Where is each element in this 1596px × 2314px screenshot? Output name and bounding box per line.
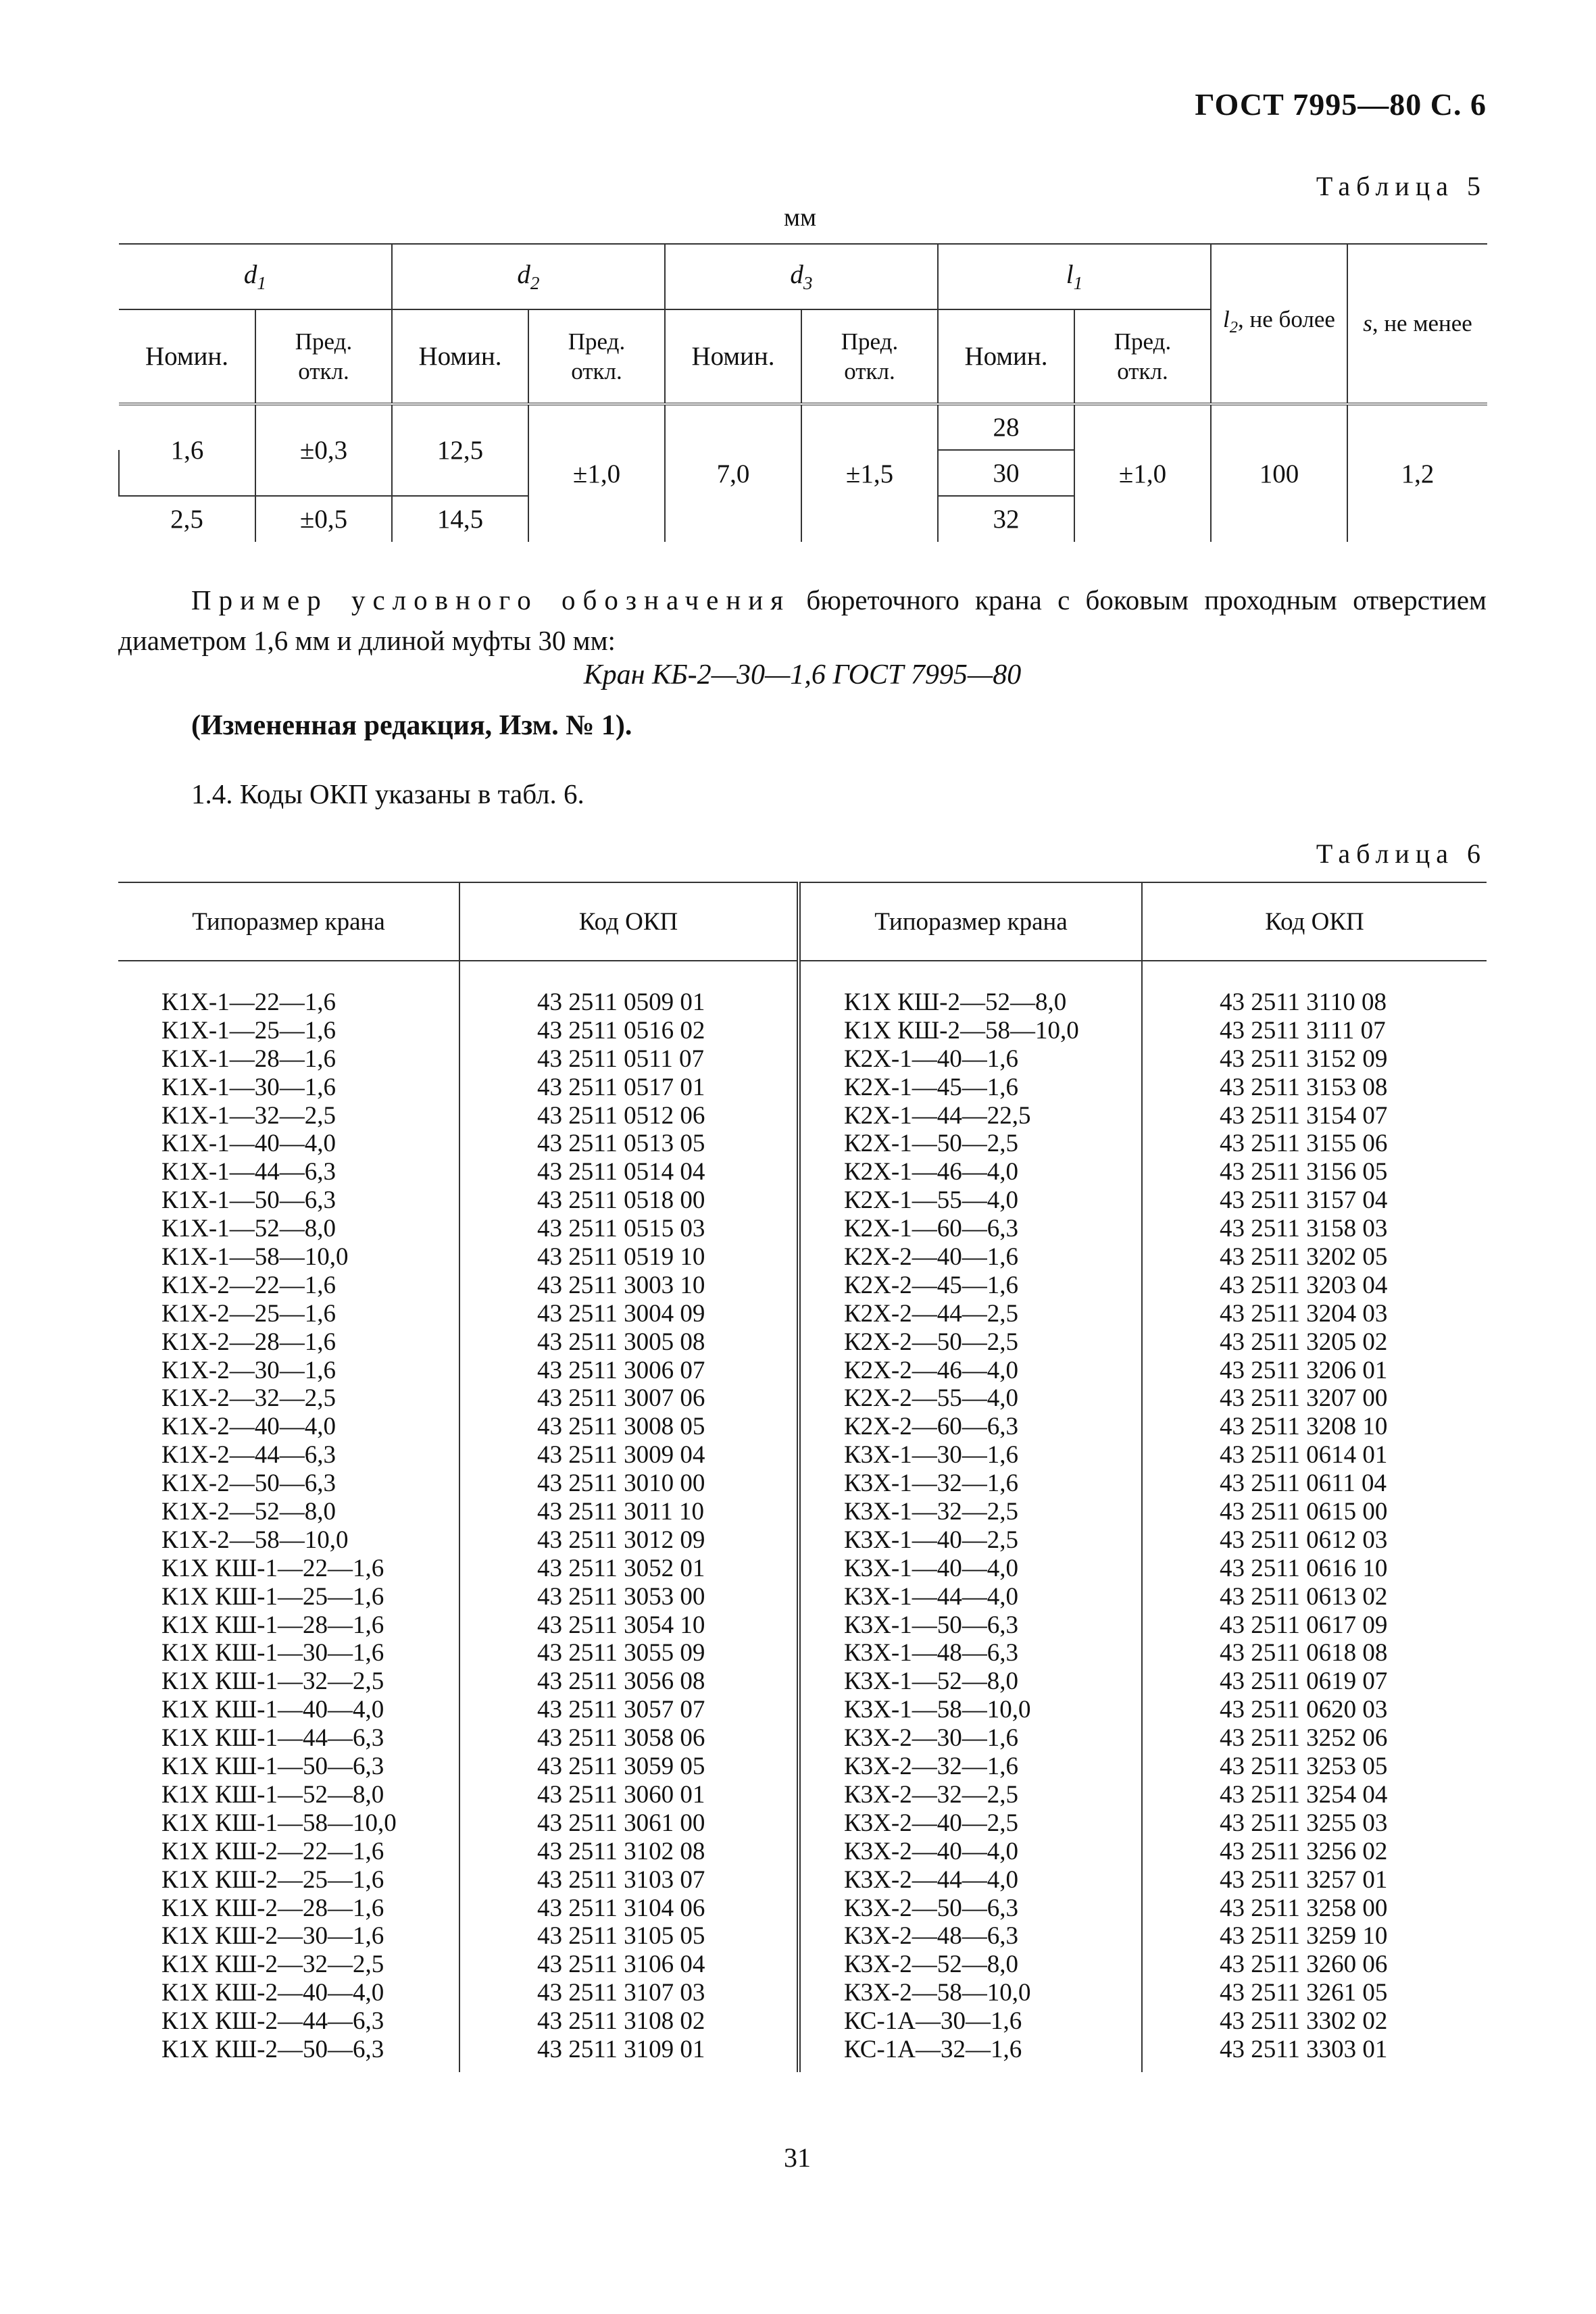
table6-header-size: Типоразмер крана: [799, 882, 1142, 961]
header-nom: Номин.: [938, 309, 1074, 404]
okp-code-item: 43 2511 3058 06: [537, 1724, 705, 1753]
right-codes-list: [1143, 961, 1487, 2072]
cell-d3-tol: ±1,5: [801, 404, 938, 542]
crane-size-item: К2Х-1—40—1,6: [844, 1045, 1018, 1073]
crane-size-item: К2Х-1—50—2,5: [844, 1130, 1018, 1158]
cell-l2: 100: [1211, 404, 1347, 542]
okp-code-item: 43 2511 3102 08: [537, 1837, 705, 1865]
cell-d1-tol: ±0,5: [255, 496, 392, 542]
crane-size-item: К1Х-1—40—4,0: [161, 1130, 336, 1158]
okp-code-item: 43 2511 3208 10: [1220, 1413, 1388, 1441]
cell-d1-nom: 1,6: [119, 404, 255, 496]
crane-size-item: К1Х КШ-2—32—2,5: [161, 1951, 384, 1979]
okp-code-item: 43 2511 3155 06: [1220, 1130, 1388, 1158]
okp-code-item: 43 2511 0516 02: [537, 1016, 705, 1045]
crane-size-item: К1Х-2—32—2,5: [161, 1384, 336, 1413]
cell-d2-nom: 14,5: [392, 496, 528, 542]
okp-code-item: 43 2511 3104 06: [537, 1894, 705, 1922]
crane-size-item: К1Х-1—52—8,0: [161, 1215, 336, 1243]
header-nom: Номин.: [119, 309, 255, 404]
cell-s: 1,2: [1347, 404, 1487, 542]
okp-code-item: 43 2511 3005 08: [537, 1328, 705, 1356]
crane-size-item: К1Х-2—30—1,6: [161, 1356, 336, 1384]
okp-code-item: 43 2511 3154 07: [1220, 1101, 1388, 1130]
okp-code-item: 43 2511 3055 09: [537, 1639, 705, 1667]
okp-code-item: 43 2511 0515 03: [537, 1215, 705, 1243]
crane-size-item: К1Х КШ-2—44—6,3: [161, 2007, 384, 2036]
crane-size-item: К2Х-2—55—4,0: [844, 1384, 1018, 1413]
table5-caption: Таблица 5: [1316, 171, 1487, 201]
header-tol: Пред. откл.: [255, 309, 392, 404]
crane-size-item: К2Х-2—60—6,3: [844, 1413, 1018, 1441]
crane-size-item: К1Х КШ-2—30—1,6: [161, 1922, 384, 1951]
crane-size-item: К3Х-1—48—6,3: [844, 1639, 1018, 1667]
crane-size-item: К2Х-1—46—4,0: [844, 1158, 1018, 1186]
crane-size-item: К3Х-1—32—1,6: [844, 1469, 1018, 1498]
cell-l1: 30: [938, 450, 1074, 496]
crane-size-item: К1Х КШ-2—28—1,6: [161, 1894, 384, 1922]
okp-code-item: 43 2511 3258 00: [1220, 1894, 1388, 1922]
okp-code-item: 43 2511 0617 09: [1220, 1611, 1388, 1639]
crane-size-item: КС-1А—30—1,6: [844, 2007, 1022, 2036]
cell-d1-nom: 2,5: [119, 496, 255, 542]
table6: [118, 882, 1487, 2072]
table6-header-size: Типоразмер крана: [118, 882, 459, 961]
okp-code-item: 43 2511 3111 07: [1220, 1016, 1386, 1045]
crane-size-item: К3Х-2—48—6,3: [844, 1922, 1018, 1951]
okp-code-item: 43 2511 0512 06: [537, 1101, 705, 1130]
crane-size-item: К3Х-1—32—2,5: [844, 1498, 1018, 1526]
okp-code-item: 43 2511 3158 03: [1220, 1215, 1388, 1243]
crane-size-item: К3Х-1—30—1,6: [844, 1441, 1018, 1469]
okp-code-item: 43 2511 3057 07: [537, 1696, 705, 1724]
crane-size-item: К3Х-2—50—6,3: [844, 1894, 1018, 1922]
clause-1-4: 1.4. Коды ОКП указаны в табл. 6.: [191, 778, 584, 809]
okp-code-item: 43 2511 3060 01: [537, 1780, 705, 1809]
crane-size-item: К1Х КШ-1—50—6,3: [161, 1753, 384, 1781]
amendment-note: (Измененная редакция, Изм. № 1).: [191, 710, 632, 741]
crane-size-item: К1Х КШ-2—22—1,6: [161, 1837, 384, 1865]
crane-size-item: К3Х-2—44—4,0: [844, 1865, 1018, 1894]
okp-code-item: 43 2511 0612 03: [1220, 1526, 1388, 1554]
crane-size-item: К1Х-2—44—6,3: [161, 1441, 336, 1469]
crane-size-item: К3Х-2—52—8,0: [844, 1951, 1018, 1979]
crane-size-item: К1Х КШ-1—44—6,3: [161, 1724, 384, 1753]
crane-size-item: К3Х-1—40—4,0: [844, 1554, 1018, 1582]
crane-size-item: К3Х-2—58—10,0: [844, 1979, 1031, 2007]
crane-size-item: К1Х КШ-1—32—2,5: [161, 1667, 384, 1696]
table6-header-code: Код ОКП: [459, 882, 799, 961]
okp-code-item: 43 2511 3007 06: [537, 1384, 705, 1413]
okp-code-item: 43 2511 0614 01: [1220, 1441, 1388, 1469]
okp-code-item: 43 2511 3203 04: [1220, 1271, 1388, 1299]
okp-code-item: 43 2511 3256 02: [1220, 1837, 1388, 1865]
okp-code-item: 43 2511 3004 09: [537, 1299, 705, 1328]
crane-size-item: К3Х-2—40—4,0: [844, 1837, 1018, 1865]
okp-code-item: 43 2511 0509 01: [537, 988, 705, 1016]
crane-size-item: К1Х КШ-1—30—1,6: [161, 1639, 384, 1667]
okp-code-item: 43 2511 0618 08: [1220, 1639, 1388, 1667]
crane-size-item: К1Х-1—30—1,6: [161, 1073, 336, 1101]
okp-code-item: 43 2511 0514 04: [537, 1158, 705, 1186]
crane-size-item: К1Х-1—28—1,6: [161, 1045, 336, 1073]
okp-code-item: 43 2511 3257 01: [1220, 1865, 1388, 1894]
okp-code-item: 43 2511 0611 04: [1220, 1469, 1387, 1498]
header-d3: $d_3$: [665, 244, 938, 309]
okp-code-item: 43 2511 3254 04: [1220, 1780, 1388, 1809]
crane-size-item: К2Х-2—45—1,6: [844, 1271, 1018, 1299]
okp-code-item: 43 2511 3008 05: [537, 1413, 705, 1441]
crane-size-item: К1Х-1—44—6,3: [161, 1158, 336, 1186]
cell-d2-tol: ±1,0: [528, 404, 665, 542]
crane-size-item: К1Х КШ-1—40—4,0: [161, 1696, 384, 1724]
crane-size-item: К1Х-2—25—1,6: [161, 1299, 336, 1328]
cell-l1: 28: [938, 404, 1074, 450]
okp-code-item: 43 2511 3012 09: [537, 1526, 705, 1554]
okp-code-item: 43 2511 3153 08: [1220, 1073, 1388, 1101]
crane-size-item: К1Х-2—58—10,0: [161, 1526, 349, 1554]
okp-code-item: 43 2511 3009 04: [537, 1441, 705, 1469]
crane-size-item: К2Х-2—46—4,0: [844, 1356, 1018, 1384]
crane-size-item: КС-1А—32—1,6: [844, 2035, 1022, 2063]
okp-code-item: 43 2511 3106 04: [537, 1951, 705, 1979]
left-codes-list: [460, 961, 797, 2072]
okp-code-item: 43 2511 3103 07: [537, 1865, 705, 1894]
okp-code-item: 43 2511 3107 03: [537, 1979, 705, 2007]
crane-size-item: К3Х-1—52—8,0: [844, 1667, 1018, 1696]
header-tol: Пред. откл.: [528, 309, 665, 404]
cell-d2-nom: 12,5: [392, 404, 528, 496]
crane-size-item: К1Х-1—32—2,5: [161, 1101, 336, 1130]
example-designation: Кран КБ-2—30—1,6 ГОСТ 7995—80: [583, 659, 1022, 690]
crane-size-item: К2Х-2—50—2,5: [844, 1328, 1018, 1356]
header-nom: Номин.: [665, 309, 801, 404]
crane-size-item: К2Х-1—45—1,6: [844, 1073, 1018, 1101]
okp-code-item: 43 2511 3056 08: [537, 1667, 705, 1696]
okp-code-item: 43 2511 3011 10: [537, 1498, 705, 1526]
okp-code-item: 43 2511 0517 01: [537, 1073, 705, 1101]
page-header: ГОСТ 7995—80 С. 6: [1195, 87, 1487, 122]
okp-code-item: 43 2511 3261 05: [1220, 1979, 1388, 2007]
okp-code-item: 43 2511 3156 05: [1220, 1158, 1388, 1186]
table5: [118, 243, 1487, 542]
header-l2: $l_2$, не более: [1211, 244, 1347, 404]
cell-d3-nom: 7,0: [665, 404, 801, 542]
crane-size-item: К1Х КШ-2—40—4,0: [161, 1979, 384, 2007]
okp-code-item: 43 2511 3202 05: [1220, 1243, 1388, 1272]
cell-l1-tol: ±1,0: [1074, 404, 1211, 542]
okp-code-item: 43 2511 0511 07: [537, 1045, 705, 1073]
crane-size-item: К1Х-2—52—8,0: [161, 1498, 336, 1526]
okp-code-item: 43 2511 3152 09: [1220, 1045, 1388, 1073]
crane-size-item: К1Х КШ-1—25—1,6: [161, 1582, 384, 1611]
crane-size-item: К1Х-2—22—1,6: [161, 1271, 336, 1299]
crane-size-item: К2Х-1—55—4,0: [844, 1186, 1018, 1215]
okp-code-item: 43 2511 3253 05: [1220, 1753, 1388, 1781]
example-paragraph: Пример условного обозначения бюреточного крана с боковым проходным отверстием диаметром 1,6 мм и длиной муфты 30 мм:: [118, 584, 1487, 656]
crane-size-item: К1Х-1—58—10,0: [161, 1243, 349, 1272]
okp-code-item: 43 2511 3303 01: [1220, 2035, 1388, 2063]
crane-size-item: К3Х-2—30—1,6: [844, 1724, 1018, 1753]
okp-code-item: 43 2511 0613 02: [1220, 1582, 1388, 1611]
okp-code-item: 43 2511 0519 10: [537, 1243, 705, 1272]
header-d1: $d_1$: [119, 244, 392, 309]
crane-size-item: К3Х-1—50—6,3: [844, 1611, 1018, 1639]
okp-code-item: 43 2511 3207 00: [1220, 1384, 1388, 1413]
left-sizes-list: [118, 961, 459, 2072]
crane-size-item: К1Х-1—22—1,6: [161, 988, 336, 1016]
okp-code-item: 43 2511 3204 03: [1220, 1299, 1388, 1328]
okp-code-item: 43 2511 0615 00: [1220, 1498, 1388, 1526]
okp-code-item: 43 2511 3260 06: [1220, 1951, 1388, 1979]
crane-size-item: К1Х-2—40—4,0: [161, 1413, 336, 1441]
okp-code-item: 43 2511 3010 00: [537, 1469, 705, 1498]
crane-size-item: К1Х КШ-1—52—8,0: [161, 1780, 384, 1809]
header-tol: Пред. откл.: [1074, 309, 1211, 404]
crane-size-item: К2Х-1—60—6,3: [844, 1215, 1018, 1243]
okp-code-item: 43 2511 0616 10: [1220, 1554, 1388, 1582]
crane-size-item: К1Х КШ-2—58—10,0: [844, 1016, 1079, 1045]
okp-code-item: 43 2511 3054 10: [537, 1611, 705, 1639]
okp-code-item: 43 2511 3108 02: [537, 2007, 705, 2036]
crane-size-item: К3Х-1—44—4,0: [844, 1582, 1018, 1611]
okp-code-item: 43 2511 3252 06: [1220, 1724, 1388, 1753]
okp-code-item: 43 2511 3105 05: [537, 1922, 705, 1951]
page-number: 31: [784, 2142, 811, 2173]
header-tol: Пред. откл.: [801, 309, 938, 404]
okp-code-item: 43 2511 3052 01: [537, 1554, 705, 1582]
okp-code-item: 43 2511 3003 10: [537, 1271, 705, 1299]
crane-size-item: К1Х КШ-1—22—1,6: [161, 1554, 384, 1582]
crane-size-item: К1Х КШ-2—25—1,6: [161, 1865, 384, 1894]
okp-code-item: 43 2511 3302 02: [1220, 2007, 1388, 2036]
crane-size-item: К2Х-1—44—22,5: [844, 1101, 1031, 1130]
crane-size-item: К1Х-1—25—1,6: [161, 1016, 336, 1045]
crane-size-item: К1Х КШ-2—52—8,0: [844, 988, 1067, 1016]
header-l1: $l_1$: [938, 244, 1211, 309]
okp-code-item: 43 2511 3109 01: [537, 2035, 705, 2063]
okp-code-item: 43 2511 0518 00: [537, 1186, 705, 1215]
okp-code-item: 43 2511 3206 01: [1220, 1356, 1388, 1384]
crane-size-item: К3Х-2—40—2,5: [844, 1809, 1018, 1837]
crane-size-item: К1Х КШ-1—58—10,0: [161, 1809, 397, 1837]
okp-code-item: 43 2511 3006 07: [537, 1356, 705, 1384]
okp-code-item: 43 2511 3053 00: [537, 1582, 705, 1611]
okp-code-item: 43 2511 3061 00: [537, 1809, 705, 1837]
header-nom: Номин.: [392, 309, 528, 404]
crane-size-item: К3Х-1—40—2,5: [844, 1526, 1018, 1554]
okp-code-item: 43 2511 3255 03: [1220, 1809, 1388, 1837]
okp-code-item: 43 2511 3110 08: [1220, 988, 1387, 1016]
okp-code-item: 43 2511 3205 02: [1220, 1328, 1388, 1356]
cell-d1-tol: ±0,3: [255, 404, 392, 496]
crane-size-item: К1Х-2—50—6,3: [161, 1469, 336, 1498]
crane-size-item: К3Х-2—32—2,5: [844, 1780, 1018, 1809]
crane-size-item: К3Х-2—32—1,6: [844, 1753, 1018, 1781]
table6-caption: Таблица 6: [1316, 838, 1487, 869]
crane-size-item: К2Х-2—44—2,5: [844, 1299, 1018, 1328]
okp-code-item: 43 2511 0620 03: [1220, 1696, 1388, 1724]
crane-size-item: К3Х-1—58—10,0: [844, 1696, 1031, 1724]
header-d2: $d_2$: [392, 244, 665, 309]
okp-code-item: 43 2511 3259 10: [1220, 1922, 1388, 1951]
crane-size-item: К2Х-2—40—1,6: [844, 1243, 1018, 1272]
okp-code-item: 43 2511 0513 05: [537, 1130, 705, 1158]
crane-size-item: К1Х КШ-2—50—6,3: [161, 2035, 384, 2063]
okp-code-item: 43 2511 3157 04: [1220, 1186, 1388, 1215]
crane-size-item: К1Х КШ-1—28—1,6: [161, 1611, 384, 1639]
table5-units: мм: [784, 203, 817, 232]
table6-header-code: Код ОКП: [1142, 882, 1487, 961]
okp-code-item: 43 2511 3059 05: [537, 1753, 705, 1781]
right-sizes-list: [801, 961, 1141, 2072]
crane-size-item: К1Х-2—28—1,6: [161, 1328, 336, 1356]
header-s: s, не менее: [1347, 244, 1487, 404]
okp-code-item: 43 2511 0619 07: [1220, 1667, 1388, 1696]
cell-l1: 32: [938, 496, 1074, 542]
crane-size-item: К1Х-1—50—6,3: [161, 1186, 336, 1215]
